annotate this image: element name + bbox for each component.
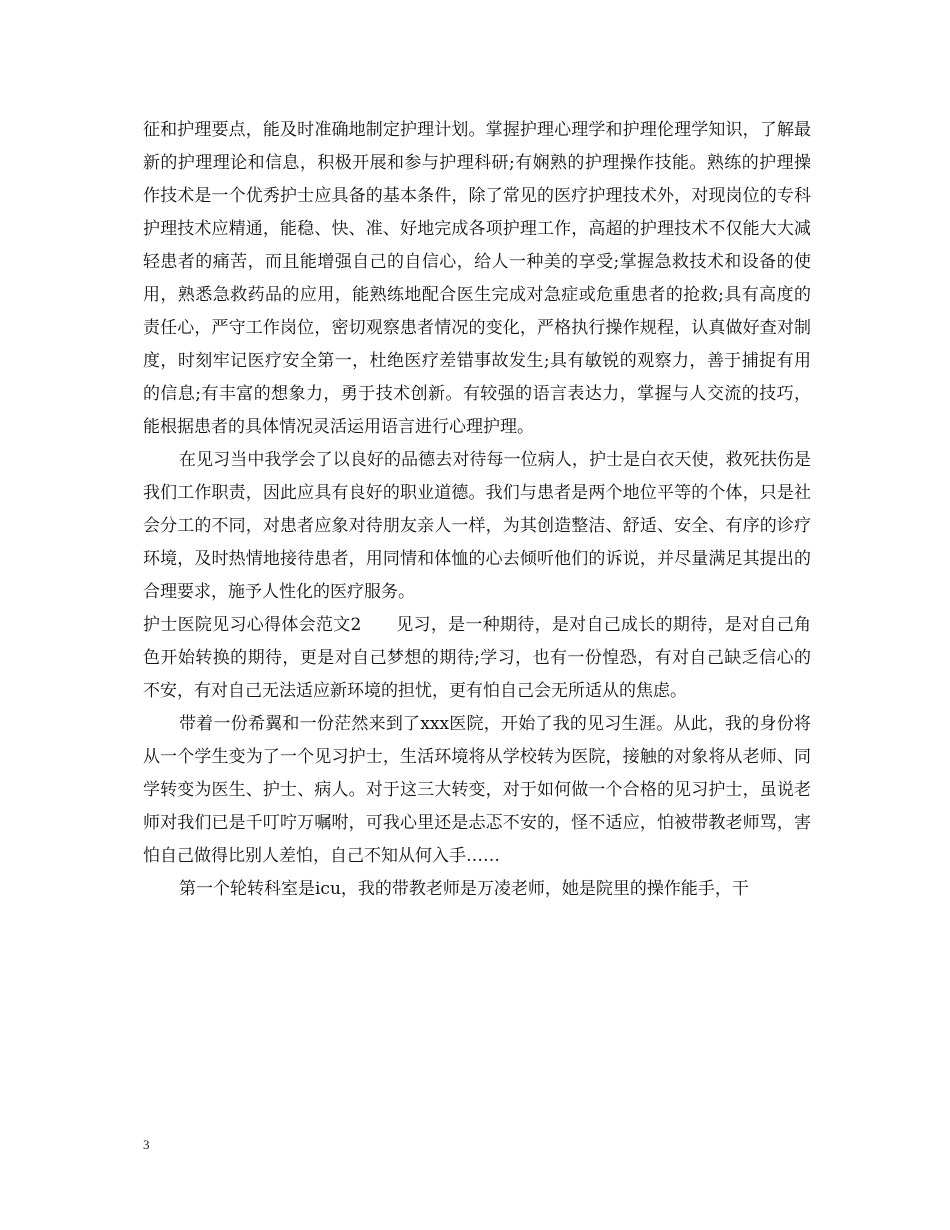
paragraph-nursing-skills: 征和护理要点，能及时准确地制定护理计划。掌握护理心理学和护理伦理学知识，了解最新的护理理论和信息，积极开展和参与护理科研;有娴熟的护理操作技能。熟练的护理操作技术是一个优秀护士应具备的基本条件，除了常见的医疗护理技术外，对现岗位的专科护理技术应精通，能稳、快、准、好地完成各项护理工作，高超的护理技术不仅能大大减轻患者的痛苦，而且能增强自己的自信心，给人一种美的享受;掌握急救技术和设备的使用，熟悉急救药品的应用，能熟练地配合医生完成对急症或危重患者的抢救;具有高度的责任心，严守工作岗位，密切观察患者情况的变化，严格执行操作规程，认真做好查对制度，时刻牢记医疗安全第一，杜绝医疗差错事故发生;具有敏锐的观察力，善于捕捉有用的信息;有丰富的想象力，勇于技术创新。有较强的语言表达力，掌握与人交流的技巧，能根据患者的具体情况灵活运用语言进行心理护理。 [143, 120, 811, 437]
paragraph-icu: 第一个轮转科室是icu，我的带教老师是万凌老师，她是院里的操作能手，干 [179, 879, 749, 899]
document-body [143, 114, 811, 906]
paragraph-essay-2-intro: 护士医院见习心得体会范文2 见习，是一种期待，是对自己成长的期待，是对自己角色开始转换的期待，更是对自己梦想的期待;学习，也有一份惶恐，有对自己缺乏信心的不安，有对自己无法适应新环境的担忧，更有怕自己会无所适从的焦虑。 [143, 615, 811, 701]
paragraph-arrival: 带着一份希翼和一份茫然来到了xxx医院，开始了我的见习生涯。从此，我的身份将从一个学生变为了一个见习护士，生活环境将从学校转为医院，接触的对象将从老师、同学转变为医生、护士、病人。对于这三大转变，对于如何做一个合格的见习护士，虽说老师对我们已是千叮咛万嘱咐，可我心里还是忐忑不安的，怪不适应，怕被带教老师骂，害怕自己做得比别人差怕，自己不知从何入手…… [143, 714, 811, 866]
page-number: 3 [143, 1137, 150, 1152]
paragraph-ethics: 在见习当中我学会了以良好的品德去对待每一位病人，护士是白衣天使，救死扶伤是我们工作职责，因此应具有良好的职业道德。我们与患者是两个地位平等的个体，只是社会分工的不同，对患者应象对待朋友亲人一样，为其创造整洁、舒适、安全、有序的诊疗环境，及时热情地接待患者，用同情和体恤的心去倾听他们的诉说，并尽量满足其提出的合理要求，施予人性化的医疗服务。 [143, 450, 811, 602]
